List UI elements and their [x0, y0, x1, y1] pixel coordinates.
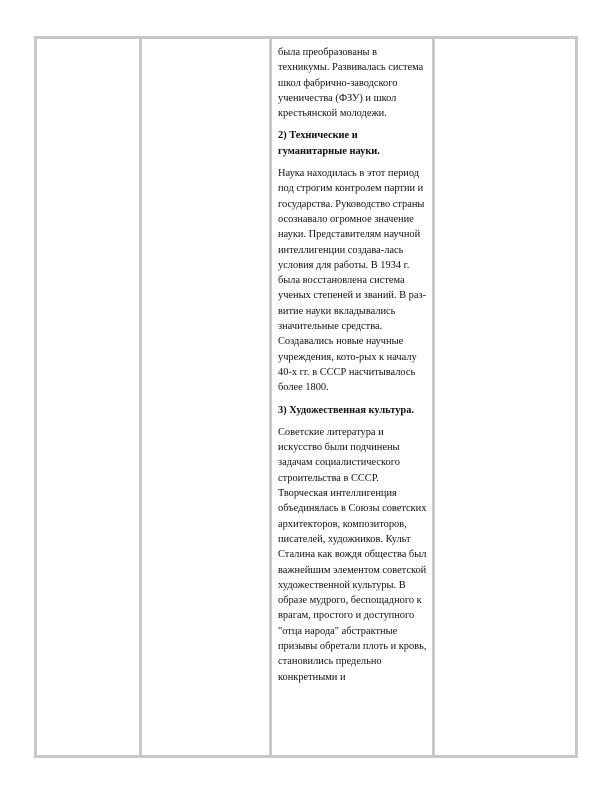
paragraph-science: Наука находилась в этот период под строгим контролем партии и государства. Руководство страны осознавало огромное значение науки. Представителям научной интеллигенции создава-лась условия для работы. В 1934 г. была восстановлена система ученых степеней и званий. В раз-витие науки вкладывались значительные средства. Создавались новые научные учреждения, кото-рых к началу 40-х гг. в СССР насчитывалось более 1800. — [278, 168, 427, 394]
document-table — [34, 36, 578, 758]
column-divider — [269, 39, 272, 755]
paragraph-education: была преобразованы в техникумы. Развивалась система школ фабрично-заводского ученичества (ФЗУ) и школ крестьянской молодежи. — [278, 47, 424, 120]
column-divider — [432, 39, 435, 755]
section-heading-art: 3) Художественная культура. — [278, 404, 414, 416]
column-divider — [139, 39, 142, 755]
section-heading-science: 2) Технические и гуманитарные науки. — [278, 130, 380, 157]
content-cell — [278, 45, 428, 692]
paragraph-art: Советские литература и искусство были подчинены задачам социалистического строительства в СССР. Творческая интеллигенция объединялась в Союзы советских архитекторов, композиторов, писателей, художников. Культ Сталина как вождя общества был важнейшим элементом советской художественной культуры. В образе мудрого, беспощадного к врагам, простого и доступного "отца народа" абстрактные призывы обретали плоть и кровь, становились предельно конкретными и — [278, 426, 427, 683]
